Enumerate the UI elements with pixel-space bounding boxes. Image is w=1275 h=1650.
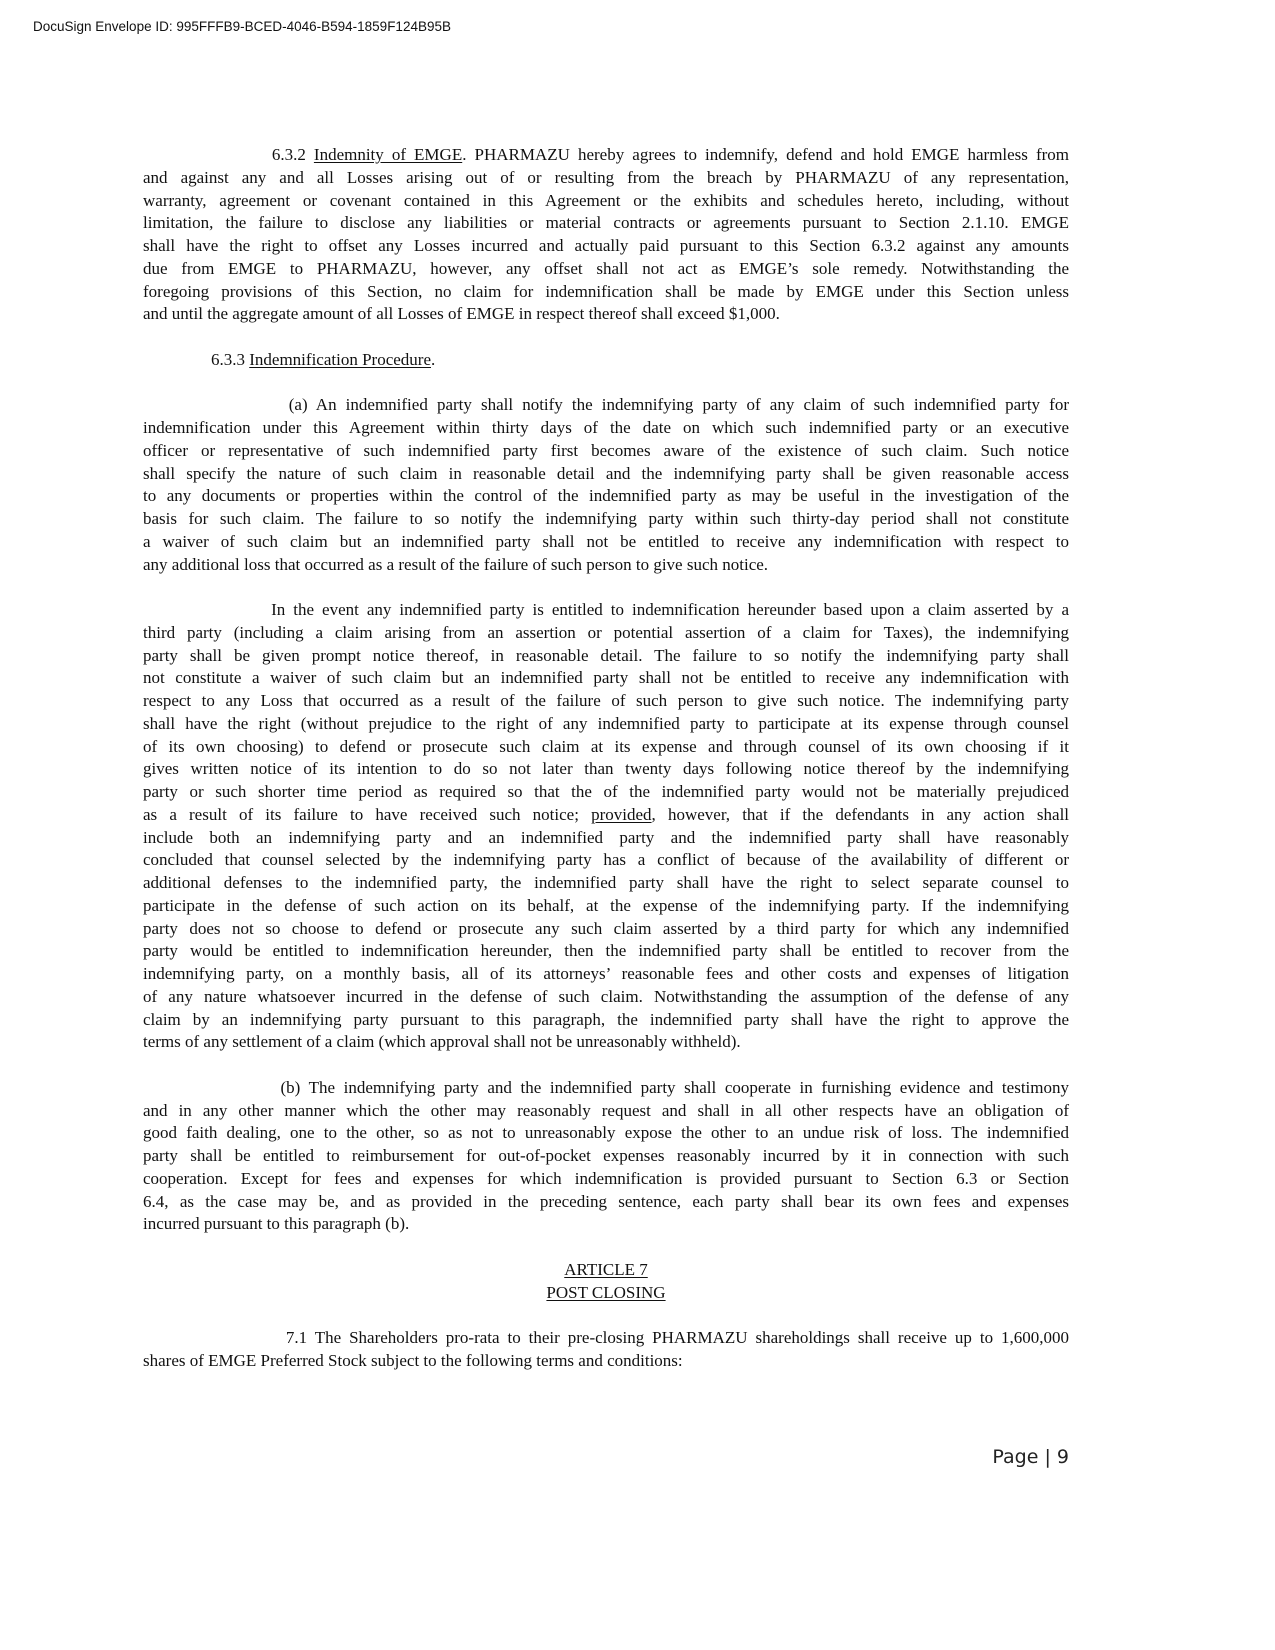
text-line: concluded that counsel selected by the indemnifying party has a conflict of because of the availability of different or [143,850,1069,870]
document-body [143,144,1069,1373]
text-line: 7.1 The Shareholders pro-rata to their pre-closing PHARMAZU shareholdings shall receive up to 1,600,000 [143,1328,1069,1347]
text-line: 6.4, as the case may be, and as provided in the preceding sentence, each party shall bear its own fees and expenses [143,1191,1069,1211]
text-line: indemnifying party, on a monthly basis, all of its attorneys’ reasonable fees and other costs and expenses of litigation [143,964,1069,983]
text-line: (b) The indemnifying party and the indemnified party shall cooperate in furnishing evidence and testimony [143,1077,1069,1097]
paragraph-spacer [143,372,1069,395]
text-segment: 6.3.2 [143,145,314,164]
paragraph-spacer [143,576,1069,599]
text-line: basis for such claim. The failure to so notify the indemnifying party within such thirty-day period shall not constitute [143,509,1069,528]
paragraph-spacer [143,1236,1069,1259]
text-line: indemnification under this Agreement within thirty days of the date on which such indemnified party or an executive [143,418,1069,437]
text-line: party shall be entitled to reimbursement for out-of-pocket expenses reasonably incurred by it in connection with such [143,1146,1069,1165]
text-line: to any documents or properties within the control of the indemnified party as may be useful in the investigation of the [143,486,1069,506]
text-line: include both an indemnifying party and an indemnified party and the indemnified party shall have reasonably [143,827,1069,847]
article-heading [143,1259,1069,1305]
text-line: party or such shorter time period as required so that the of the indemnified party would not be materially prejudiced [143,782,1069,801]
text-line: In the event any indemnified party is entitled to indemnification hereunder based upon a claim asserted by a [143,600,1069,619]
text-line: and in any other manner which the other may reasonably request and shall in all other respects have an obligation of [143,1100,1069,1120]
text-line: good faith dealing, one to the other, so as not to unreasonably expose the other to an undue risk of loss. The indemnified [143,1123,1069,1143]
paragraph-spacer [143,1304,1069,1327]
text-line: officer or representative of such indemnified party first becomes aware of the existence of such claim. Such notice [143,440,1069,460]
text-line: claim by an indemnifying party pursuant to this paragraph, the indemnified party shall have the right to approve the [143,1009,1069,1029]
underlined-term: Indemnity of EMGE [313,145,463,164]
text-segment: . [431,349,436,369]
underlined-term: provided [591,804,652,824]
text-line: of its own choosing) to defend or prosecute such claim at its expense and through counsel of its own choosing if it [143,736,1069,756]
underlined-term: Indemnification Procedure [249,349,431,369]
paragraph-spacer [143,1054,1069,1077]
paragraph [143,1077,1069,1236]
text-line: party would be entitled to indemnification hereunder, then the indemnified party shall be entitled to recover from the [143,941,1069,961]
text-line: a waiver of such claim but an indemnified party shall not be entitled to receive any indemnification with respect to [143,531,1069,551]
docusign-envelope-id: DocuSign Envelope ID: 995FFFB9-BCED-4046-B594-1859F124B95B [33,19,451,34]
text-line: shall have the right (without prejudice to the right of any indemnified party to participate at its expense through counsel [143,713,1069,733]
text-line: respect to any Loss that occurred as a result of the failure of such person to give such notice. The indemnifying party [143,691,1069,710]
text-line: shares of EMGE Preferred Stock subject to the following terms and conditions: [143,1350,683,1370]
text-line [143,144,1069,167]
text-line: cooperation. Except for fees and expenses for which indemnification is provided pursuant to Section 6.3 or Section [143,1168,1069,1188]
text-line: and against any and all Losses arising out of or resulting from the breach by PHARMAZU of any representation, [143,167,1069,187]
text-line: additional defenses to the indemnified party, the indemnified party shall have the right to select separate counsel to [143,873,1069,892]
text-segment: as a result of its failure to have received such notice; [143,804,592,824]
text-line: of any nature whatsoever incurred in the defense of such claim. Notwithstanding the assumption of the defense of any [143,986,1069,1006]
text-line: shall have the right to offset any Losses incurred and actually paid pursuant to this Section 6.3.2 against any amounts [143,236,1069,255]
text-line: foregoing provisions of this Section, no claim for indemnification shall be made by EMGE under this Section unless [143,281,1069,301]
underlined-term: ARTICLE 7 [564,1259,648,1279]
text-segment: 6.3.3 [143,349,250,369]
text-line: any additional loss that occurred as a result of the failure of such person to give such notice. [143,554,769,574]
paragraph [143,394,1069,576]
page-number: Page | 9 [992,1446,1069,1468]
text-line: gives written notice of its intention to do so not later than twenty days following notice thereof by the indemnifying [143,759,1069,779]
text-line: third party (including a claim arising from an assertion or potential assertion of a claim for Taxes), the indemnifying [143,622,1069,642]
text-line: shall specify the nature of such claim in reasonable detail and the indemnifying party shall be given reasonable access [143,463,1069,483]
text-line: not constitute a waiver of such claim but an indemnified party shall not be entitled to receive any indemnification with [143,668,1069,688]
paragraph-spacer [143,326,1069,349]
underlined-term: POST CLOSING [546,1282,666,1302]
text-line: party shall be given prompt notice thereof, in reasonable detail. The failure to so notify the indemnifying party shall [143,645,1069,665]
paragraph [143,1327,1069,1373]
text-line [143,1282,1069,1305]
paragraph [143,144,1069,326]
text-line: incurred pursuant to this paragraph (b). [143,1214,410,1234]
text-line: participate in the defense of such action on its behalf, at the expense of the indemnifying party. If the indemnifying [143,895,1069,915]
text-line [143,1259,1069,1282]
paragraph [143,599,1069,1054]
text-line [143,804,1069,827]
text-line: and until the aggregate amount of all Losses of EMGE in respect thereof shall exceed $1,000. [143,304,780,324]
text-line: limitation, the failure to disclose any liabilities or material contracts or agreements pursuant to Section 2.1.10. EMGE [143,213,1069,233]
text-line: warranty, agreement or covenant contained in this Agreement or the exhibits and schedules hereto, including, without [143,190,1069,210]
text-line: party does not so choose to defend or prosecute any such claim asserted by a third party for which any indemnified [143,918,1069,938]
paragraph [143,349,1069,372]
text-segment: . PHARMAZU hereby agrees to indemnify, defend and hold EMGE harmless from [462,145,1070,164]
text-segment: , however, that if the defendants in any action shall [651,804,1070,824]
text-line [143,349,1069,372]
text-line: due from EMGE to PHARMAZU, however, any offset shall not act as EMGE’s sole remedy. Notwithstanding the [143,258,1069,278]
text-line: (a) An indemnified party shall notify the indemnifying party of any claim of such indemnified party for [143,395,1069,415]
text-line: terms of any settlement of a claim (which approval shall not be unreasonably withheld). [143,1032,741,1052]
